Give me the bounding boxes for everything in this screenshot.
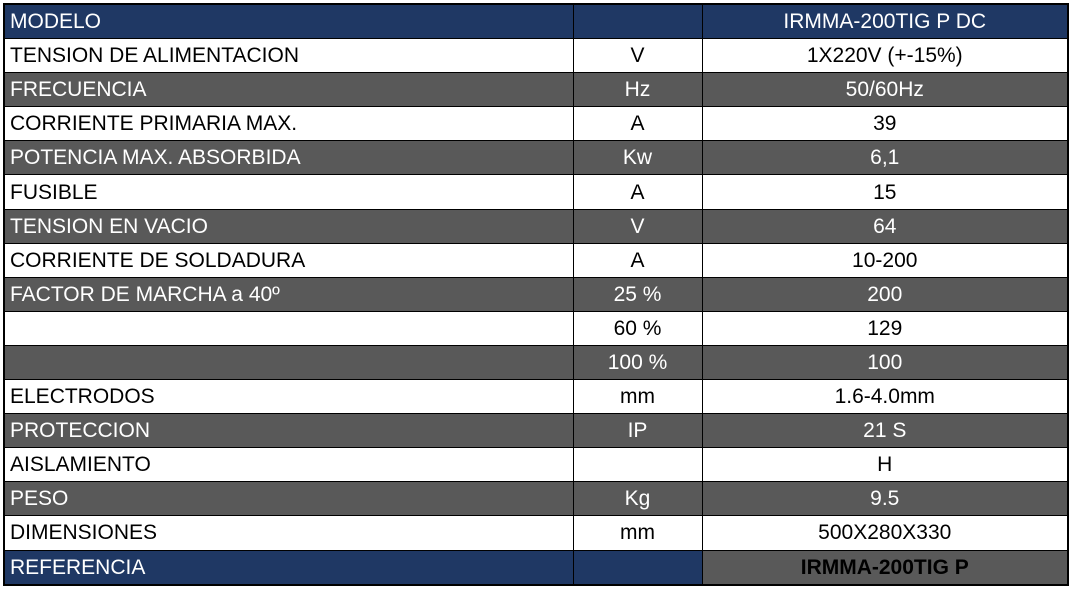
table-row <box>4 380 1068 414</box>
row-value: 200 <box>702 277 1068 311</box>
row-value: 100 <box>702 345 1068 379</box>
row-param <box>4 345 573 379</box>
spec-table <box>3 3 1069 586</box>
row-param: FRECUENCIA <box>4 73 573 107</box>
footer-value: IRMMA-200TIG P <box>702 550 1068 585</box>
row-unit <box>573 448 702 482</box>
table-row <box>4 107 1068 141</box>
table-row <box>4 175 1068 209</box>
footer-unit <box>573 550 702 585</box>
row-param: AISLAMIENTO <box>4 448 573 482</box>
row-param: DIMENSIONES <box>4 516 573 550</box>
table-row <box>4 39 1068 73</box>
table-row <box>4 482 1068 516</box>
header-row <box>4 4 1068 39</box>
header-param: MODELO <box>4 4 573 39</box>
row-value: 1X220V (+-15%) <box>702 39 1068 73</box>
row-unit: V <box>573 209 702 243</box>
header-unit <box>573 4 702 39</box>
table-row <box>4 345 1068 379</box>
row-param: CORRIENTE DE SOLDADURA <box>4 243 573 277</box>
row-unit: A <box>573 243 702 277</box>
row-unit: A <box>573 107 702 141</box>
table-row <box>4 277 1068 311</box>
row-value: 39 <box>702 107 1068 141</box>
row-param <box>4 311 573 345</box>
row-param: PESO <box>4 482 573 516</box>
table-row <box>4 414 1068 448</box>
row-param: FACTOR DE MARCHA a 40º <box>4 277 573 311</box>
row-unit: Kg <box>573 482 702 516</box>
row-value: 1.6-4.0mm <box>702 380 1068 414</box>
row-param: TENSION DE ALIMENTACION <box>4 39 573 73</box>
row-value: 9.5 <box>702 482 1068 516</box>
row-param: FUSIBLE <box>4 175 573 209</box>
row-value: 64 <box>702 209 1068 243</box>
row-param: PROTECCION <box>4 414 573 448</box>
table-row <box>4 243 1068 277</box>
footer-param: REFERENCIA <box>4 550 573 585</box>
row-param: TENSION EN VACIO <box>4 209 573 243</box>
row-value: 15 <box>702 175 1068 209</box>
table-row <box>4 448 1068 482</box>
row-unit: V <box>573 39 702 73</box>
row-param: CORRIENTE PRIMARIA MAX. <box>4 107 573 141</box>
row-value: 50/60Hz <box>702 73 1068 107</box>
row-unit: 60 % <box>573 311 702 345</box>
row-value: 129 <box>702 311 1068 345</box>
row-value: H <box>702 448 1068 482</box>
row-unit: mm <box>573 380 702 414</box>
row-unit: 25 % <box>573 277 702 311</box>
header-value: IRMMA-200TIG P DC <box>702 4 1068 39</box>
row-value: 10-200 <box>702 243 1068 277</box>
table-row <box>4 141 1068 175</box>
row-unit: 100 % <box>573 345 702 379</box>
row-value: 21 S <box>702 414 1068 448</box>
row-value: 6,1 <box>702 141 1068 175</box>
row-unit: A <box>573 175 702 209</box>
row-param: POTENCIA MAX. ABSORBIDA <box>4 141 573 175</box>
row-param: ELECTRODOS <box>4 380 573 414</box>
footer-row <box>4 550 1068 585</box>
row-value: 500X280X330 <box>702 516 1068 550</box>
table-row <box>4 516 1068 550</box>
table-row <box>4 209 1068 243</box>
row-unit: Hz <box>573 73 702 107</box>
table-row <box>4 73 1068 107</box>
row-unit: Kw <box>573 141 702 175</box>
row-unit: mm <box>573 516 702 550</box>
row-unit: IP <box>573 414 702 448</box>
table-row <box>4 311 1068 345</box>
